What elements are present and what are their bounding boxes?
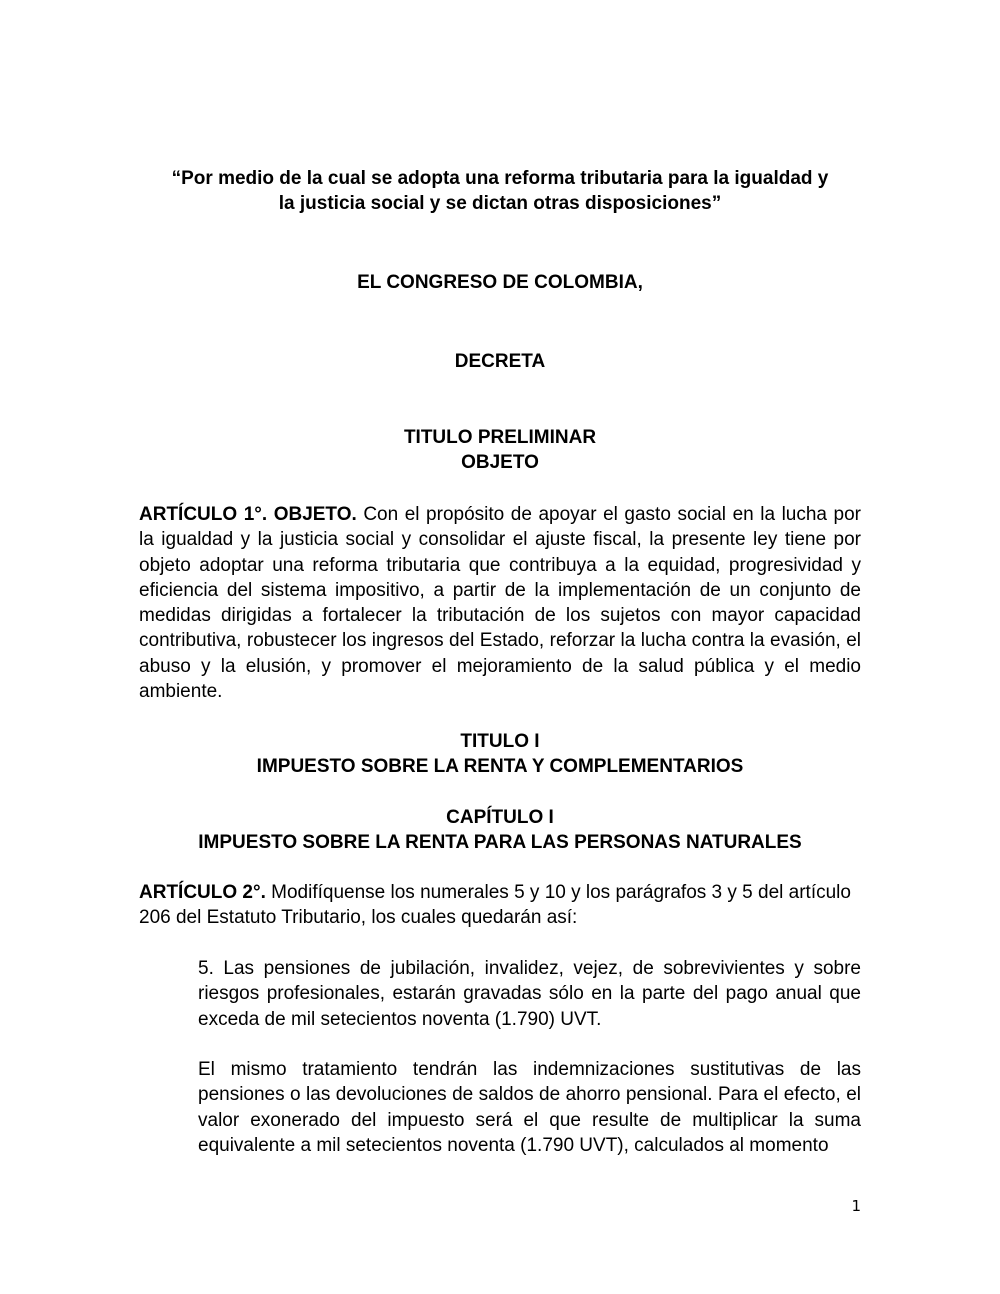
articulo-2-heading: ARTÍCULO 2°. bbox=[139, 882, 272, 903]
capitulo-1-heading bbox=[139, 805, 861, 856]
numeral-5-paragraph: 5. Las pensiones de jubilación, invalidez, vejez, de sobrevivientes y sobre riesgos profesionales, estarán gravadas sólo en la parte del pago anual que exceda de mil setecientos noventa (1.790) UVT. bbox=[198, 958, 861, 1030]
titulo-1-line: TITULO I bbox=[460, 731, 540, 752]
law-title bbox=[130, 166, 870, 217]
articulo-1-heading: ARTÍCULO 1°. OBJETO. bbox=[139, 504, 364, 525]
decreta-heading: DECRETA bbox=[454, 351, 546, 372]
titulo-1-subtitle: IMPUESTO SOBRE LA RENTA Y COMPLEMENTARIOS bbox=[256, 756, 744, 778]
articulo-1-text: Con el propósito de apoyar el gasto social en la lucha por la igualdad y la justicia social y consolidar el ajuste fiscal, la presente ley tiene por objeto adoptar una reforma tributaria que contribuya a la equidad, progresividad y eficiencia del sistema impositivo, a partir de la implementación de un conjunto de medidas dirigidas a fortalecer la tributación de los sujetos con mayor capacidad contributiva, robustecer los ingresos del Estado, reforzar la lucha contra la evasión, el abuso y la elusión, y promover el mejoramiento de la salud pública y el medio ambiente. bbox=[139, 504, 862, 703]
mismo-tratamiento-paragraph: El mismo tratamiento tendrán las indemnizaciones sustitutivas de las pensiones o las devoluciones de saldos de ahorro pensional. Para el efecto, el valor exonerado del impuesto será el que resulte de multiplicar la suma equivalente a mil setecientos noventa (1.790 UVT), calculados al momento bbox=[198, 1059, 861, 1156]
articulo-1-paragraph bbox=[139, 502, 861, 704]
congreso-heading: EL CONGRESO DE COLOMBIA, bbox=[357, 272, 643, 293]
capitulo-1-subtitle: IMPUESTO SOBRE LA RENTA PARA LAS PERSONAS NATURALES bbox=[198, 832, 802, 854]
articulo-2-text: Modifíquense los numerales 5 y 10 y los parágrafos 3 y 5 del artículo 206 del Estatuto Tributario, los cuales quedarán así: bbox=[139, 882, 851, 929]
law-title-line-1: “Por medio de la cual se adopta una reforma tributaria para la igualdad y bbox=[171, 168, 829, 189]
titulo-preliminar-line: TITULO PRELIMINAR bbox=[403, 427, 597, 448]
law-title-line-2: la justicia social y se dictan otras disposiciones” bbox=[278, 193, 722, 215]
titulo-preliminar-heading bbox=[139, 425, 861, 476]
capitulo-1-line: CAPÍTULO I bbox=[446, 807, 554, 828]
objeto-line: OBJETO bbox=[461, 452, 539, 474]
page-number: 1 bbox=[851, 1197, 861, 1215]
titulo-1-heading bbox=[139, 729, 861, 780]
articulo-2-paragraph bbox=[139, 880, 861, 931]
